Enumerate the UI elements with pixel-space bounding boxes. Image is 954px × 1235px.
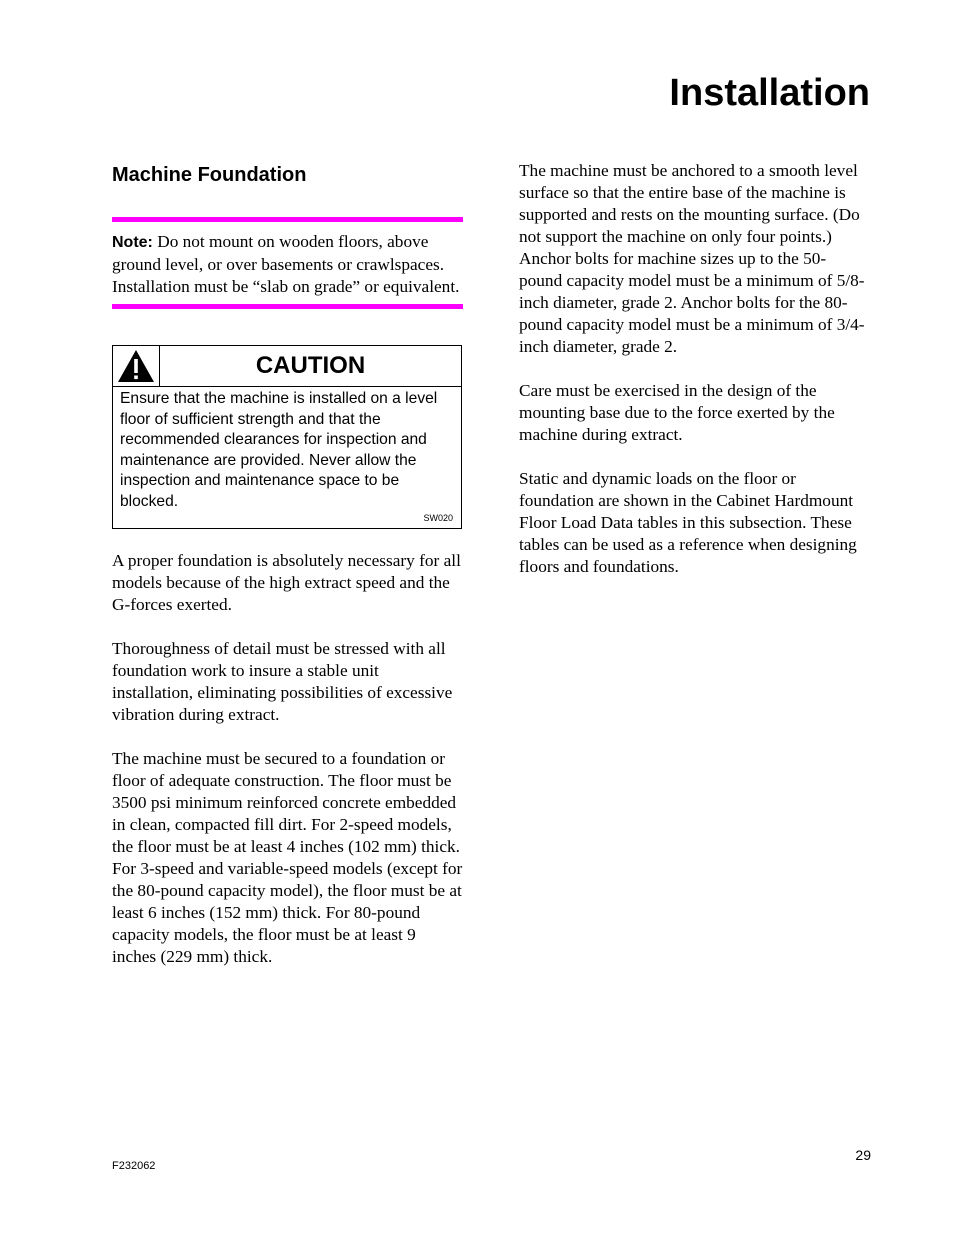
right-paragraph-3: Static and dynamic loads on the floor or foundation are shown in the Cabinet Hardmount Floor Load Data tables in this subsection. These tables can be used as a reference when designing floors and foundations. bbox=[519, 469, 857, 576]
caution-body bbox=[113, 387, 461, 528]
note-bottom-rule bbox=[112, 304, 463, 309]
caution-text: Ensure that the machine is installed on a level floor of sufficient strength and that the recommended clearances for inspection and maintenance are provided. Never allow the inspection and maintenance space to be blocked. bbox=[120, 390, 438, 510]
section-heading: Machine Foundation bbox=[112, 164, 307, 186]
caution-box bbox=[112, 345, 462, 529]
left-paragraph-3: The machine must be secured to a foundation or floor of adequate construction. The floor must be 3500 psi minimum reinforced concrete embedded in clean, compacted fill dirt. For 2-speed models, the floor must be at least 4 inches (102 mm) thick. For 3-speed and variable-speed models (except for the 80-pound capacity model), the floor must be at least 6 inches (152 mm) thick. For 80-pound capacity models, the floor must be at least 9 inches (229 mm) thick. bbox=[112, 749, 463, 966]
left-column bbox=[112, 160, 464, 968]
page-title: Installation bbox=[669, 72, 870, 114]
page-number: 29 bbox=[855, 1147, 871, 1163]
note-block bbox=[112, 231, 464, 298]
caution-header bbox=[113, 346, 461, 387]
left-paragraph-1: A proper foundation is absolutely necessary for all models because of the high extract speed and the G-forces exerted. bbox=[112, 551, 461, 614]
left-paragraph-2: Thoroughness of detail must be stressed with all foundation work to insure a stable unit installation, eliminating possibilities of excessive vibration during extract. bbox=[112, 639, 453, 724]
caution-code: SW020 bbox=[423, 513, 453, 523]
caution-title: CAUTION bbox=[255, 352, 366, 379]
note-label: Note: bbox=[112, 234, 153, 251]
note-text: Do not mount on wooden floors, above ground level, or over basements or crawlspaces. Installation must be “slab on grade” or equivalent. bbox=[112, 232, 460, 296]
right-paragraph-2: Care must be exercised in the design of the mounting base due to the force exerted by the machine during extract. bbox=[519, 381, 835, 444]
document-code: F232062 bbox=[112, 1160, 156, 1172]
warning-triangle-icon bbox=[113, 346, 160, 386]
right-column bbox=[519, 160, 869, 578]
right-paragraph-1: The machine must be anchored to a smooth level surface so that the entire base of the machine is supported and rests on the mounting surface. (Do not support the machine on only four points.) Anchor bolts for machine sizes up to the 50-pound capacity model must be a minimum of 5/8-inch diameter, grade 2. Anchor bolts for the 80-pound capacity model must be a minimum of 3/4-inch diameter, grade 2. bbox=[519, 161, 865, 356]
note-top-rule bbox=[112, 217, 463, 222]
